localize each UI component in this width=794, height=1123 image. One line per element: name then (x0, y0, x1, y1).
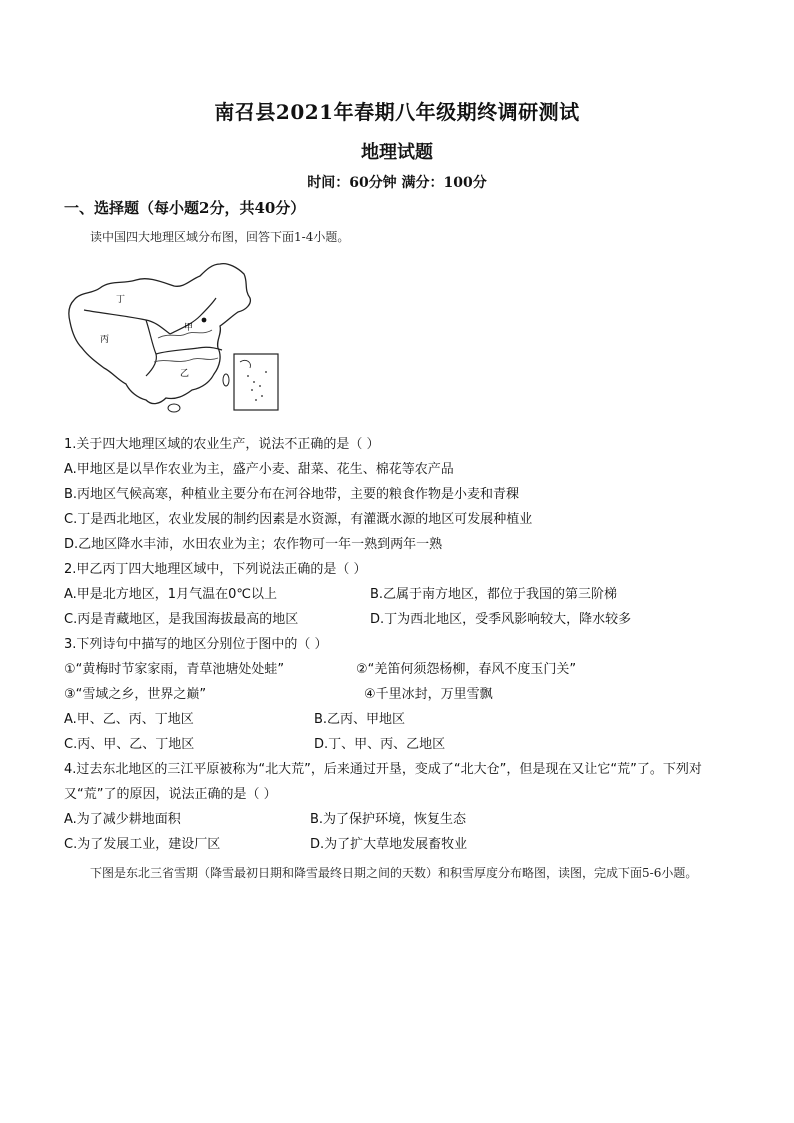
q2-option-c: C.丙是青藏地区，是我国海拔最高的地区 (64, 612, 299, 627)
q4-stem: 4.过去东北地区的三江平原被称为“北大荒”，后来通过开垦，变成了“北大仓”，但是现在又让它“荒”了。下列对又“荒”了的原因，说法正确的是（ ） (64, 762, 702, 802)
q1-option-d: D.乙地区降水丰沛，水田农业为主；农作物可一年一熟到两年一熟 (64, 537, 443, 552)
south-china-sea-inset (234, 354, 278, 410)
map-label-jia: 甲 (184, 323, 194, 333)
q4-options-cd (64, 832, 754, 857)
hainan-island (168, 404, 180, 412)
q3-poem-4: ④千里冰封，万里雪飘 (364, 687, 493, 702)
q3-poem-1: ①“黄梅时节家家雨，青草池塘处处蛙” (64, 662, 285, 677)
q4-option-d: D.为了扩大草地发展畜牧业 (310, 837, 468, 852)
q2-options-cd (64, 607, 754, 632)
q2-option-a: A.甲是北方地区，1月气温在0℃以上 (64, 587, 277, 602)
q2-options-ab (64, 582, 754, 607)
boundary-northwest (84, 310, 170, 334)
q1-stem: 1.关于四大地理区域的农业生产，说法不正确的是（ ） (64, 437, 380, 452)
q3-option-a: A.甲、乙、丙、丁地区 (64, 712, 194, 727)
q2-option-d: D.丁为西北地区，受季风影响较大，降水较多 (370, 612, 632, 627)
section-intro-q5-6: 下图是东北三省雪期（降雪最初日期和降雪最终日期之间的天数）和积雪厚度分布略图，读图，完成下面5-6小题。 (90, 866, 698, 880)
q4-option-c: C.为了发展工业，建设厂区 (64, 837, 221, 852)
q2-option-b: B.乙属于南方地区，都位于我国的第三阶梯 (370, 587, 618, 602)
q3-poem-2: ②“羌笛何须怨杨柳，春风不度玉门关” (356, 662, 577, 677)
q2-stem: 2.甲乙丙丁四大地理区域中，下列说法正确的是（ ） (64, 562, 367, 577)
map-label-yi: 乙 (180, 369, 190, 379)
q3-options-ab (64, 707, 754, 732)
page-subtitle: 地理试题 (361, 142, 433, 163)
section-intro: 读中国四大地理区域分布图，回答下面1-4小题。 (90, 230, 350, 244)
q3-option-d: D.丁、甲、丙、乙地区 (314, 737, 446, 752)
q4-option-b: B.为了保护环境，恢复生态 (310, 812, 467, 827)
q1-option-b: B.丙地区气候高寒，种植业主要分布在河谷地带，主要的粮食作物是小麦和青稞 (64, 487, 520, 502)
q4-options-ab (64, 807, 754, 832)
page-title: 南召县2021年春期八年级期终调研测试 (214, 100, 580, 124)
q3-poem-3: ③“雪域之乡，世界之巅” (64, 687, 207, 702)
china-regions-map (66, 258, 286, 416)
q3-poems-12 (64, 657, 754, 682)
boundary-north-south (156, 347, 222, 354)
taiwan-island (223, 374, 229, 386)
q3-stem: 3.下列诗句中描写的地区分别位于图中的（ ） (64, 637, 328, 652)
q3-poems-34 (64, 682, 754, 707)
beijing-dot (202, 318, 207, 323)
yangtze-river (154, 358, 218, 362)
map-label-bing: 丙 (100, 335, 110, 345)
q3-option-b: B.乙丙、甲地区 (314, 712, 406, 727)
boundary-qinghai-tibet (146, 320, 156, 376)
section-heading: 一、选择题（每小题2分，共40分） (64, 199, 306, 217)
question-list (64, 432, 754, 857)
time-score-info: 时间：60分钟 满分：100分 (307, 175, 487, 191)
q3-option-c: C.丙、甲、乙、丁地区 (64, 737, 195, 752)
q3-options-cd (64, 732, 754, 757)
q1-option-a: A.甲地区是以旱作农业为主，盛产小麦、甜菜、花生、棉花等农产品 (64, 462, 454, 477)
q4-option-a: A.为了减少耕地面积 (64, 812, 181, 827)
map-label-ding: 丁 (116, 295, 126, 305)
q1-option-c: C.丁是西北地区，农业发展的制约因素是水资源，有灌溉水源的地区可发展种植业 (64, 512, 533, 527)
